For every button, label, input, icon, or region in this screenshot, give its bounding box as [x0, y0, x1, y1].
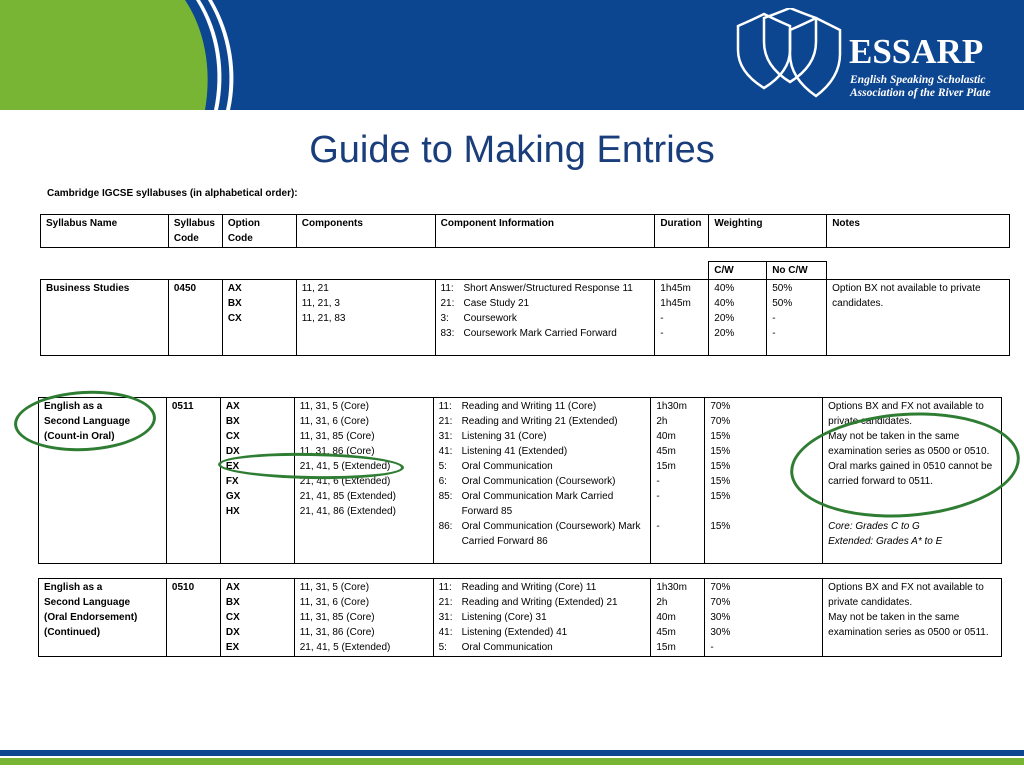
continued-label: (Continued) — [44, 627, 101, 638]
duration: 1h30m 2h 40m 45m 15m - - - — [651, 398, 705, 564]
component-item: 6: Oral Communication (Coursework) — [438, 476, 616, 487]
header-duration: Duration — [655, 215, 709, 248]
green-swoosh-decoration — [0, 0, 260, 110]
syllabus-name: English as a Second Language (Count-in Oral) — [39, 398, 167, 564]
header-components: Components — [296, 215, 435, 248]
brand-tagline — [850, 74, 1020, 100]
option-codes: AX BX CX DX EX FX GX HX — [220, 398, 294, 564]
document-heading: Cambridge IGCSE syllabuses (in alphabetical order): — [47, 188, 298, 199]
component-item: 21: Reading and Writing (Extended) 21 — [438, 597, 618, 608]
component-item: 41: Listening (Extended) 41 — [438, 627, 568, 638]
shields-icon — [732, 8, 842, 104]
weighting-cw-header: C/W — [709, 262, 767, 280]
header-option-code: Option Code — [222, 215, 296, 248]
notes: Option BX not available to private candidates. — [827, 280, 1010, 356]
components: 11, 31, 5 (Core) 11, 31, 6 (Core) 11, 31, 85 (Core) 11, 31, 86 (Core) 21, 41, 5 (Extended) — [294, 579, 433, 657]
syllabus-header-table — [40, 214, 1010, 248]
syllabus-code: 0450 — [168, 280, 222, 356]
notes-extended-grades: Extended: Grades A* to E — [828, 536, 943, 547]
component-information — [435, 280, 655, 356]
duration: 1h30m 2h 40m 45m 15m — [651, 579, 705, 657]
components: 11, 31, 5 (Core) 11, 31, 6 (Core) 11, 31, 85 (Core) 11, 31, 86 (Core) 21, 41, 5 (Extended) 21, 41, 6 (Extended) 21, 41, 85 (Extended) 21, 41, 86 (Extended) — [294, 398, 433, 564]
component-item: 31: Listening (Core) 31 — [438, 612, 547, 623]
component-item: 85: Oral Communication Mark Carried Forward 85 — [438, 491, 614, 517]
syllabus-name-text: English as a Second Language (Oral Endorsement) — [44, 582, 138, 623]
component-item: 83: Coursework Mark Carried Forward — [440, 328, 617, 339]
business-studies-row — [41, 280, 1010, 356]
component-item: 11: Reading and Writing 11 (Core) — [438, 401, 597, 412]
syllabus-name — [39, 579, 167, 657]
header-syllabus-code: Syllabus Code — [168, 215, 222, 248]
syllabus-name: Business Studies — [41, 280, 169, 356]
esl-oral-endorsement-row — [39, 579, 1002, 657]
esl-count-in-oral-table — [38, 397, 1002, 564]
component-item: 5: Oral Communication — [438, 642, 553, 653]
notes-main: Options BX and FX not available to private candidates. May not be taken in the same examination series as 0500 or 0510. Oral marks gained in 0510 cannot be carried forward to 0511. — [828, 401, 993, 487]
header-row — [41, 215, 1010, 248]
component-information — [433, 579, 651, 657]
footer-green-stripe — [0, 758, 1024, 765]
weighting-subheader-row — [41, 262, 1010, 280]
component-item: 11: Short Answer/Structured Response 11 — [440, 283, 633, 294]
option-codes: AX BX CX — [222, 280, 296, 356]
component-item: 5: Oral Communication — [438, 461, 553, 472]
business-studies-table — [40, 261, 1010, 356]
footer-stripes — [0, 746, 1024, 768]
notes: Options BX and FX not available to private candidates. May not be taken in the same examination series as 0500 or 0511. — [823, 579, 1002, 657]
notes — [823, 398, 1002, 564]
components: 11, 21 11, 21, 3 11, 21, 83 — [296, 280, 435, 356]
option-codes: AX BX CX DX EX — [220, 579, 294, 657]
header-syllabus-name: Syllabus Name — [41, 215, 169, 248]
weighting: 70% 70% 30% 30% - — [705, 579, 823, 657]
syllabus-code: 0510 — [166, 579, 220, 657]
notes-core-grades: Core: Grades C to G — [828, 521, 920, 532]
footer-navy-stripe — [0, 750, 1024, 756]
syllabus-code: 0511 — [166, 398, 220, 564]
page-title: Guide to Making Entries — [309, 129, 715, 171]
essarp-logo — [732, 8, 1022, 104]
header-notes: Notes — [827, 215, 1010, 248]
weighting: 70% 70% 15% 15% 15% 15% 15% 15% — [705, 398, 823, 564]
header-weighting: Weighting — [709, 215, 827, 248]
component-item: 11: Reading and Writing (Core) 11 — [438, 582, 597, 593]
component-item: 41: Listening 41 (Extended) — [438, 446, 568, 457]
esl-oral-endorsement-table — [38, 578, 1002, 657]
weighting-cw: 40% 40% 20% 20% — [709, 280, 767, 356]
component-item: 86: Oral Communication (Coursework) Mark Carried Forward 86 — [438, 521, 641, 547]
weighting-no-cw: 50% 50% - - — [767, 280, 827, 356]
header-banner — [0, 0, 1024, 110]
brand-tagline-line2: Association of the River Plate — [850, 87, 991, 99]
weighting-no-cw-header: No C/W — [767, 262, 827, 280]
component-item: 21: Case Study 21 — [440, 298, 530, 309]
component-item: 21: Reading and Writing 21 (Extended) — [438, 416, 618, 427]
component-information — [433, 398, 651, 564]
duration: 1h45m 1h45m - - — [655, 280, 709, 356]
esl-count-in-oral-row — [39, 398, 1002, 564]
header-component-information: Component Information — [435, 215, 655, 248]
brand-tagline-line1: English Speaking Scholastic — [850, 74, 986, 86]
component-item: 31: Listening 31 (Core) — [438, 431, 547, 442]
brand-name: ESSARP — [849, 32, 984, 71]
component-item: 3: Coursework — [440, 313, 517, 324]
